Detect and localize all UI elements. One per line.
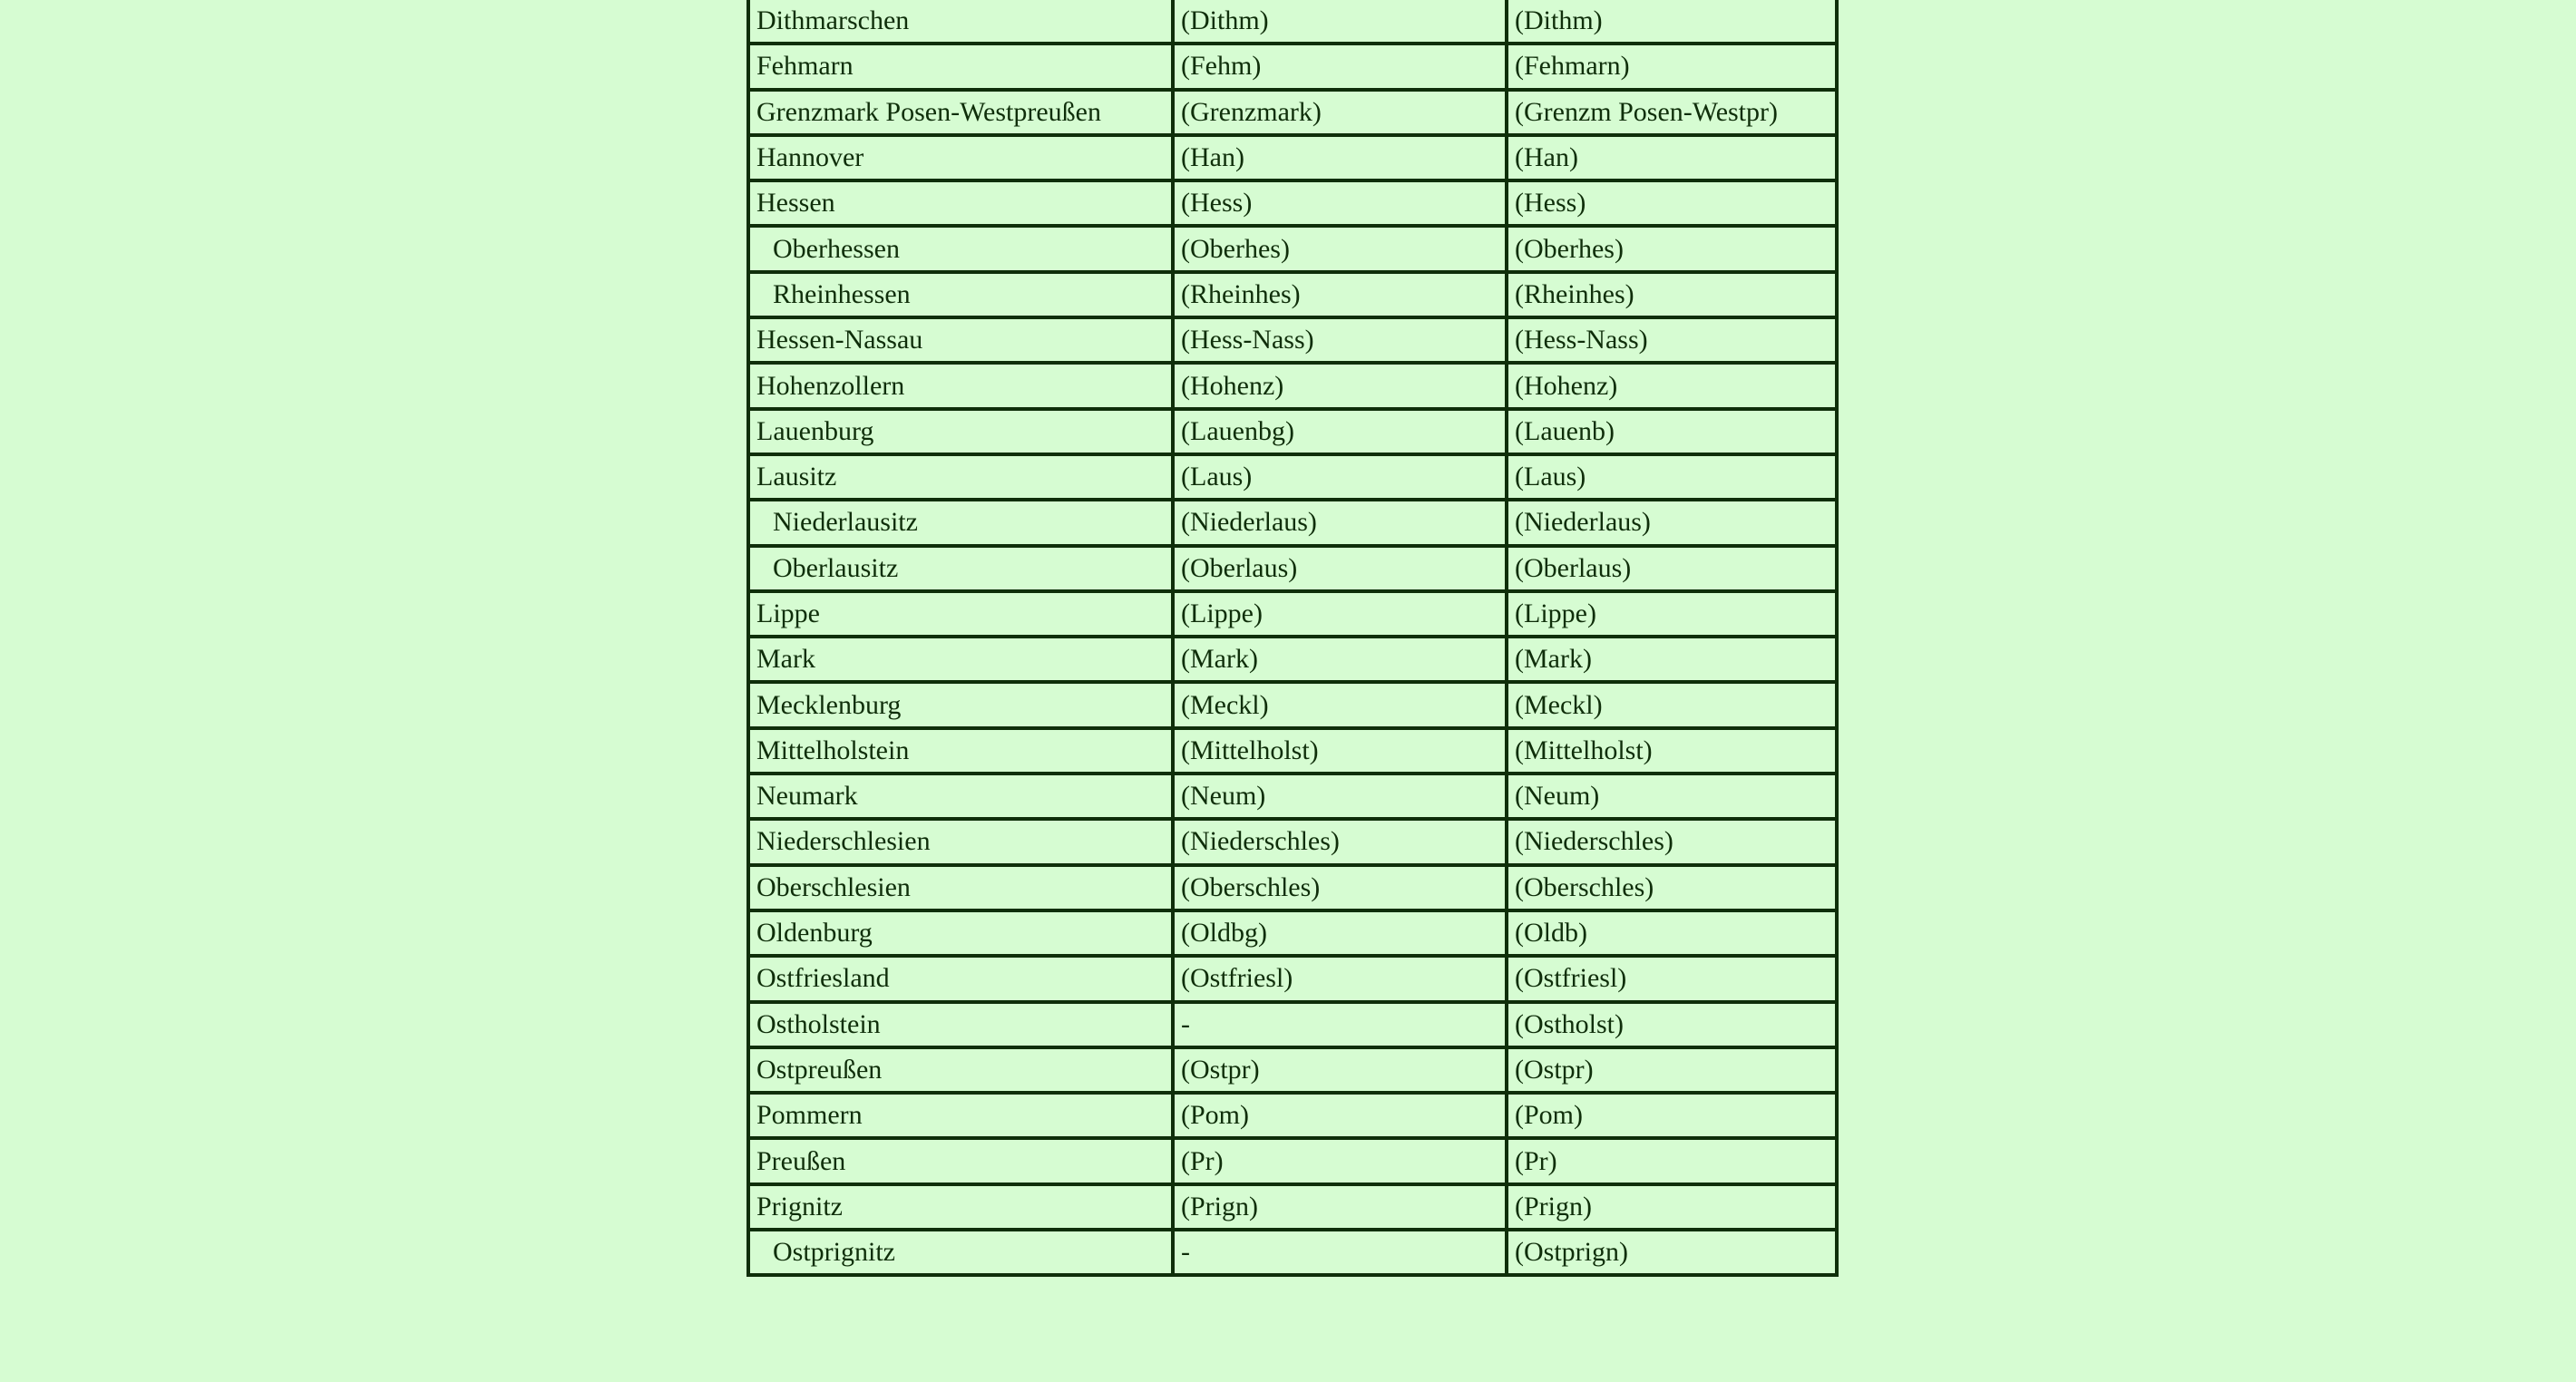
table-row <box>748 682 1837 727</box>
abbreviation-cell-1: (Rheinhes) <box>1173 272 1507 317</box>
region-name-cell: Lippe <box>748 591 1173 637</box>
table-row <box>748 180 1837 226</box>
abbreviation-cell-2: (Lippe) <box>1507 591 1837 637</box>
region-name-cell: Mittelholstein <box>748 728 1173 774</box>
table-row <box>748 956 1837 1001</box>
table-row <box>748 500 1837 545</box>
abbreviation-cell-2: (Oberlaus) <box>1507 546 1837 591</box>
abbreviation-cell-1: (Dithm) <box>1173 0 1507 44</box>
region-name-cell: Ostfriesland <box>748 956 1173 1001</box>
abbreviation-cell-1: (Mittelholst) <box>1173 728 1507 774</box>
abbreviation-cell-1: (Hess-Nass) <box>1173 317 1507 363</box>
abbreviation-cell-2: (Oberhes) <box>1507 226 1837 271</box>
region-name-cell: Rheinhessen <box>748 272 1173 317</box>
abbreviation-cell-1: (Ostfriesl) <box>1173 956 1507 1001</box>
abbreviation-cell-2: (Hohenz) <box>1507 363 1837 408</box>
abbreviation-cell-1: (Grenzmark) <box>1173 90 1507 135</box>
abbreviation-cell-2: (Fehmarn) <box>1507 44 1837 89</box>
abbreviation-cell-1: - <box>1173 1002 1507 1047</box>
abbreviation-cell-2: (Pom) <box>1507 1093 1837 1138</box>
abbreviation-cell-2: (Hess) <box>1507 180 1837 226</box>
abbreviation-cell-2: (Mark) <box>1507 637 1837 682</box>
table-row <box>748 637 1837 682</box>
abbreviation-cell-2: (Ostpr) <box>1507 1047 1837 1093</box>
table-row <box>748 44 1837 89</box>
abbreviation-cell-2: (Niederschles) <box>1507 819 1837 864</box>
abbreviation-cell-2: (Niederlaus) <box>1507 500 1837 545</box>
abbreviation-cell-2: (Meckl) <box>1507 682 1837 727</box>
abbreviation-cell-2: (Oldb) <box>1507 910 1837 956</box>
abbreviation-cell-2: (Lauenb) <box>1507 409 1837 454</box>
table-row <box>748 272 1837 317</box>
region-name-cell: Ostpreußen <box>748 1047 1173 1093</box>
abbreviation-table <box>746 0 1839 1277</box>
abbreviation-cell-2: (Ostholst) <box>1507 1002 1837 1047</box>
abbreviation-cell-1: (Lauenbg) <box>1173 409 1507 454</box>
table-row <box>748 1138 1837 1183</box>
abbreviation-cell-1: (Oldbg) <box>1173 910 1507 956</box>
table-body <box>748 0 1837 1275</box>
abbreviation-cell-1: (Mark) <box>1173 637 1507 682</box>
abbreviation-cell-1: (Lippe) <box>1173 591 1507 637</box>
abbreviation-cell-2: (Neum) <box>1507 774 1837 819</box>
region-name-cell: Pommern <box>748 1093 1173 1138</box>
abbreviation-cell-1: (Neum) <box>1173 774 1507 819</box>
table-row <box>748 819 1837 864</box>
abbreviation-cell-2: (Grenzm Posen-Westpr) <box>1507 90 1837 135</box>
abbreviation-cell-1: (Meckl) <box>1173 682 1507 727</box>
table-row <box>748 1047 1837 1093</box>
abbreviation-cell-1: - <box>1173 1230 1507 1275</box>
abbreviation-cell-1: (Ostpr) <box>1173 1047 1507 1093</box>
abbreviation-cell-1: (Oberhes) <box>1173 226 1507 271</box>
abbreviation-cell-1: (Prign) <box>1173 1184 1507 1230</box>
table-row <box>748 135 1837 180</box>
abbreviation-cell-1: (Han) <box>1173 135 1507 180</box>
table-row <box>748 546 1837 591</box>
table-row <box>748 1002 1837 1047</box>
region-name-cell: Hessen <box>748 180 1173 226</box>
abbreviation-cell-1: (Hess) <box>1173 180 1507 226</box>
region-name-cell: Hohenzollern <box>748 363 1173 408</box>
abbreviation-cell-2: (Prign) <box>1507 1184 1837 1230</box>
region-name-cell: Hessen-Nassau <box>748 317 1173 363</box>
abbreviation-cell-1: (Niederschles) <box>1173 819 1507 864</box>
region-name-cell: Hannover <box>748 135 1173 180</box>
table-row <box>748 1184 1837 1230</box>
abbreviation-cell-2: (Ostfriesl) <box>1507 956 1837 1001</box>
table-row <box>748 910 1837 956</box>
abbreviation-cell-2: (Han) <box>1507 135 1837 180</box>
abbreviation-cell-1: (Oberschles) <box>1173 865 1507 910</box>
abbreviation-cell-1: (Pr) <box>1173 1138 1507 1183</box>
abbreviation-cell-2: (Hess-Nass) <box>1507 317 1837 363</box>
abbreviation-cell-2: (Ostprign) <box>1507 1230 1837 1275</box>
abbreviation-cell-1: (Hohenz) <box>1173 363 1507 408</box>
table-row <box>748 454 1837 500</box>
abbreviation-cell-1: (Oberlaus) <box>1173 546 1507 591</box>
region-name-cell: Prignitz <box>748 1184 1173 1230</box>
table-row <box>748 774 1837 819</box>
table-row <box>748 90 1837 135</box>
abbreviation-cell-2: (Oberschles) <box>1507 865 1837 910</box>
region-name-cell: Niederschlesien <box>748 819 1173 864</box>
table-row <box>748 317 1837 363</box>
abbreviation-cell-2: (Pr) <box>1507 1138 1837 1183</box>
region-name-cell: Oberhessen <box>748 226 1173 271</box>
abbreviation-cell-2: (Rheinhes) <box>1507 272 1837 317</box>
region-name-cell: Niederlausitz <box>748 500 1173 545</box>
region-name-cell: Oberschlesien <box>748 865 1173 910</box>
table-row <box>748 1230 1837 1275</box>
region-name-cell: Mark <box>748 637 1173 682</box>
region-name-cell: Neumark <box>748 774 1173 819</box>
region-name-cell: Grenzmark Posen-Westpreußen <box>748 90 1173 135</box>
table-row <box>748 728 1837 774</box>
region-name-cell: Lauenburg <box>748 409 1173 454</box>
region-name-cell: Dithmarschen <box>748 0 1173 44</box>
region-name-cell: Lausitz <box>748 454 1173 500</box>
table-row <box>748 865 1837 910</box>
region-name-cell: Oldenburg <box>748 910 1173 956</box>
table-row <box>748 1093 1837 1138</box>
table-row <box>748 409 1837 454</box>
region-name-cell: Preußen <box>748 1138 1173 1183</box>
abbreviation-cell-1: (Niederlaus) <box>1173 500 1507 545</box>
region-name-cell: Ostprignitz <box>748 1230 1173 1275</box>
region-name-cell: Oberlausitz <box>748 546 1173 591</box>
abbreviation-cell-1: (Pom) <box>1173 1093 1507 1138</box>
region-name-cell: Ostholstein <box>748 1002 1173 1047</box>
region-name-cell: Fehmarn <box>748 44 1173 89</box>
table-row <box>748 591 1837 637</box>
abbreviation-cell-2: (Laus) <box>1507 454 1837 500</box>
table-row <box>748 363 1837 408</box>
abbreviation-cell-1: (Fehm) <box>1173 44 1507 89</box>
table-row <box>748 226 1837 271</box>
abbreviation-cell-2: (Dithm) <box>1507 0 1837 44</box>
region-name-cell: Mecklenburg <box>748 682 1173 727</box>
abbreviation-cell-2: (Mittelholst) <box>1507 728 1837 774</box>
table-row <box>748 0 1837 44</box>
abbreviation-cell-1: (Laus) <box>1173 454 1507 500</box>
